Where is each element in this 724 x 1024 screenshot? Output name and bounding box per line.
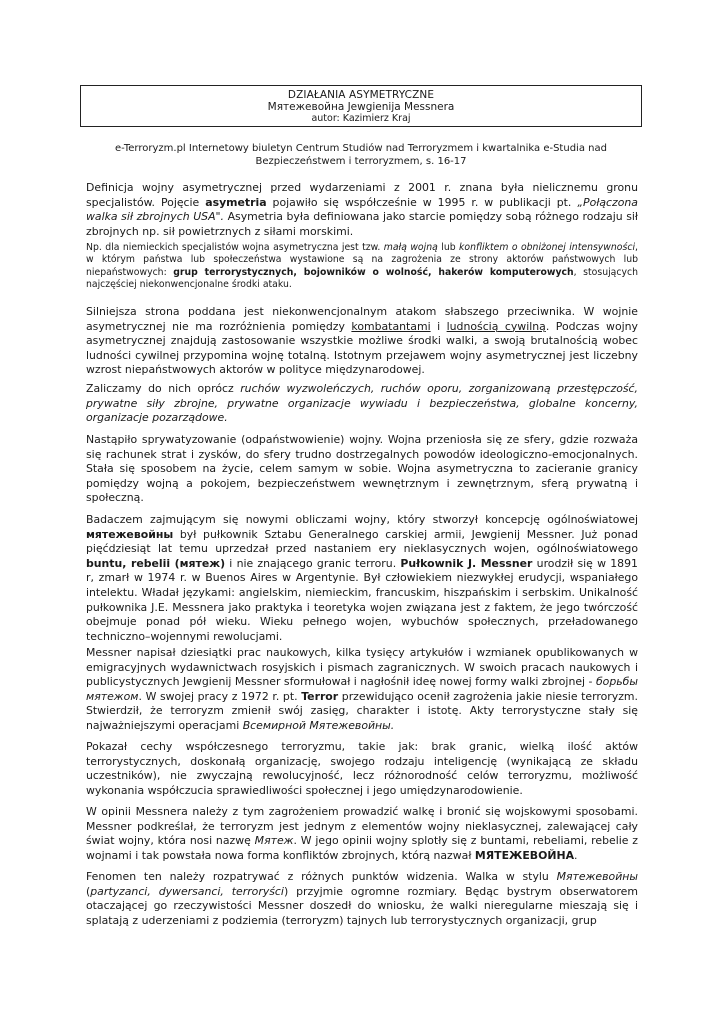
paragraph-2 (86, 242, 638, 292)
p7-text-e: przewidująco ocenił zagrożenia jakie niesie terroryzm. Stwierdził, że terroryzm zmienił swój zasięg, charakter i istotę. Akty terrorystyczne stały się najważniejszymi operacjami (86, 689, 639, 732)
p1-text-a: Definicja wojny asymetrycznej przed wydarzeniami z 2001 r. znana była nielicznemu gronu specjalistów. Pojęcie (86, 181, 638, 209)
paragraph-4 (86, 382, 638, 426)
source-line-1: e-Terroryzm.pl Internetowy biuletyn Centrum Studiów nad Terroryzmem i kwartalnika e-Studia nad (115, 143, 607, 154)
source-line-2: Bezpieczeństwem i terroryzmem, s. 16-17 (255, 155, 467, 167)
p4-text-a: Zaliczamy do nich oprócz (86, 382, 241, 395)
p6-text-e: i nie znającego granic terroru. (225, 556, 401, 570)
p7-bold-terror: Terror (301, 689, 339, 703)
p10-text-c: ( (86, 884, 91, 898)
document-title: DZIAŁANIA ASYMETRYCZNE (287, 89, 435, 101)
document-author: autor: Kazimierz Kraj (311, 113, 411, 124)
p2-text-c: lub (437, 242, 460, 253)
paragraph-8 (86, 740, 638, 798)
p1-bold-asymetria: asymetria (205, 195, 267, 209)
p7-italic-borby: борьбы мятежом (86, 675, 638, 703)
source-note (100, 143, 622, 168)
p8-text-a: Pokazał cechy współczesnego terroryzmu, takie jak: brak granic, wielką ilość aktów terrorystycznych, doskonałą organizację, swojego rodzaju inteligencję (wynikającą ze składu uczestników), nie zwyczajną rewolucyjność, lecz różnorodność celów terroryzmu, możliwość wykonania współczucia sprawiedliwości społecznej i jego umiędzynarodowienie. (86, 740, 638, 797)
title-box (80, 85, 642, 127)
p2-bold-groups: grup terrorystycznych, bojowników o wolność, hakerów komputerowych (173, 266, 574, 278)
p2-text-g: , stosujących najczęściej niekonwencjonalne środki ataku. (86, 266, 638, 291)
p2-text-a: Np. dla niemieckich specjalistów wojna asymetryczna jest tzw. (86, 242, 384, 253)
p6-text-g: urodził się w 1891 r, zmarł w 1974 r. w Buenos Aires w Argentynie. Był człowiekiem niezwykłej erudycji, wspaniałego intelektu. Władał językami: angielskim, niemieckim, francuskim, hiszpańskim i serbskim. Unikalność pułkownika J.E. Messnera jako praktyka i teoretyka wojen związana jest z faktem, że jego twórczość obejmuje ponad pół wieku. Wieku pełnego wojen, wybuchów społecznych, przeładowanego techniczno–wojennymi rewolucjami. (86, 556, 638, 643)
paragraph-3 (86, 305, 638, 378)
p9-text-e: . (574, 848, 578, 862)
p9-bold-miatezhevoina: МЯТЕЖЕВОЙНА (474, 848, 575, 862)
p6-bold-miatezhevoina: мятежевойны (86, 527, 174, 541)
p1-text-c: pojawiło się współcześnie w 1995 r. w publikacji pt. (266, 195, 578, 209)
p9-text-a: W opinii Messnera należy z tym zagrożeniem prowadzić walkę i bronić się wojskowymi sposobami. Messner podkreślał, że terroryzm jest jednym z elementów wojny nieklasycznej, zalewającej cały świat wojny, która nosi nazwę (86, 805, 638, 848)
paragraph-9 (86, 805, 638, 863)
p10-text-a: Fenomen ten należy rozpatrywać z różnych punktów widzenia. Walka w stylu (86, 870, 557, 883)
p6-bold-bunt: buntu, rebelii (мятеж) (86, 556, 226, 570)
p3-text-e: . Podczas wojny asymetrycznej znajdują zastosowanie wszystkie możliwe środki walki, a swoją brutalnością wobec ludności cywilnej przypomina wojnę totalną. Istotnym przejawem wojny asymetrycznej jest liczebny wzrost niepaństwowych aktorów w polityce międzynarodowej. (86, 319, 639, 377)
p9-text-c: . W jego opinii wojny splotły się z buntami, rebeliami, rebelie z wojnami i tak powstała nowa forma konfliktów zbrojnych, którą nazwał (86, 834, 638, 862)
paragraph-5 (86, 433, 638, 506)
p1-text-e: Asymetria była definiowana jako starcie pomiędzy sobą różnego rodzaju sił zbrojnych np. sił powietrznych z siłami morskimi. (86, 210, 639, 238)
p6-text-c: był pułkownik Sztabu Generalnego carskiej armii, Jewgienij Messner. Już ponad pięćdziesiąt lat temu uprzedzał przed nastaniem ery nieklasycznych wojen, ogólnoświatowego (86, 527, 638, 556)
p9-italic-miatezh: Мятеж (254, 834, 294, 848)
p6-text-a: Badaczem zajmującym się nowymi obliczami wojny, który stworzył koncepcję ogólnoświatowej (86, 513, 638, 526)
p4-italic-list: ruchów wyzwoleńczych, ruchów oporu, zorganizowaną przestępczość, prywatne siły zbrojne, prywatne organizacje wywiadu i bezpieczeństwa, globalne koncerny, organizacje pozarządowe. (86, 382, 638, 425)
p2-italic-konflikt: konfliktem o obniżonej intensywności (459, 242, 636, 253)
paragraph-1 (86, 181, 638, 239)
p6-bold-messner: Pułkownik J. Messner (400, 556, 533, 570)
p7-text-c: . W swojej pracy z 1972 r. pt. (138, 689, 302, 703)
paragraph-10 (86, 870, 638, 928)
p5-text-a: Nastąpiło sprywatyzowanie (odpaństwowienie) wojny. Wojna przeniosła się ze sfery, gdzie rozważa się rachunek strat i zysków, do sfery trudno dostrzegalnych powodów ideologiczno-emocjonalnych. Stała się sposobem na życie, celem samym w sobie. Wojna asymetryczna to zacieranie granicy pomiędzy wojną a pokojem, bezpieczeństwem wewnętrznym i zewnętrznym, sferą prywatną i społeczną. (86, 433, 638, 505)
p2-text-e: , w którym państwa lub społeczeństwa wystawione są na zagrożenia ze strony aktorów państwowych lub niepaństwowych: (86, 242, 638, 278)
p7-text-a: Messner napisał dziesiątki prac naukowych, kilka tysięcy artykułów i wzmianek opublikowanych w emigracyjnych wydawnictwach rosyjskich i pismach zagranicznych. W swoich pracach naukowych i publicystycznych Jewgienij Messner sformułował i nagłośnił ideę nowej formy walki zbrojnej - (86, 646, 638, 689)
p10-text-e: ) przyjmie ogromne rozmiary. Będąc bystrym obserwatorem otaczającej go rzeczywistości Messner doszedł do wniosku, że walki nieregularne mieszają się i splatają z uderzeniami z podziemia (terroryzm) tajnych lub terrorystycznych organizacji, grup (86, 884, 638, 927)
p10-italic-miatezhevoiny: Мятежевойны (556, 870, 638, 883)
p1-italic-title: „Połączona walka sił zbrojnych USA". (86, 195, 638, 224)
p3-text-a: Silniejsza strona poddana jest niekonwencjonalnym atakom słabszego przeciwnika. W wojnie asymetrycznej nie ma rozróżnienia pomiędzy (86, 305, 638, 333)
p3-underline-kombatanci: kombatantami (351, 319, 431, 333)
p10-italic-partyzanci: partyzanci, dywersanci, terroryści (90, 884, 284, 898)
p7-italic-vsemirnoi: Всемирной Мятежевойны. (242, 718, 395, 732)
p3-underline-ludnosc: ludnością cywilną (446, 319, 546, 333)
paragraph-6 (86, 513, 638, 644)
p3-text-c: i (430, 319, 447, 333)
document-subtitle: Мятежевойна Jewgienija Messnera (267, 101, 455, 113)
paragraph-7 (86, 646, 638, 734)
p2-italic-mala-wojna: małą wojną (383, 242, 438, 253)
